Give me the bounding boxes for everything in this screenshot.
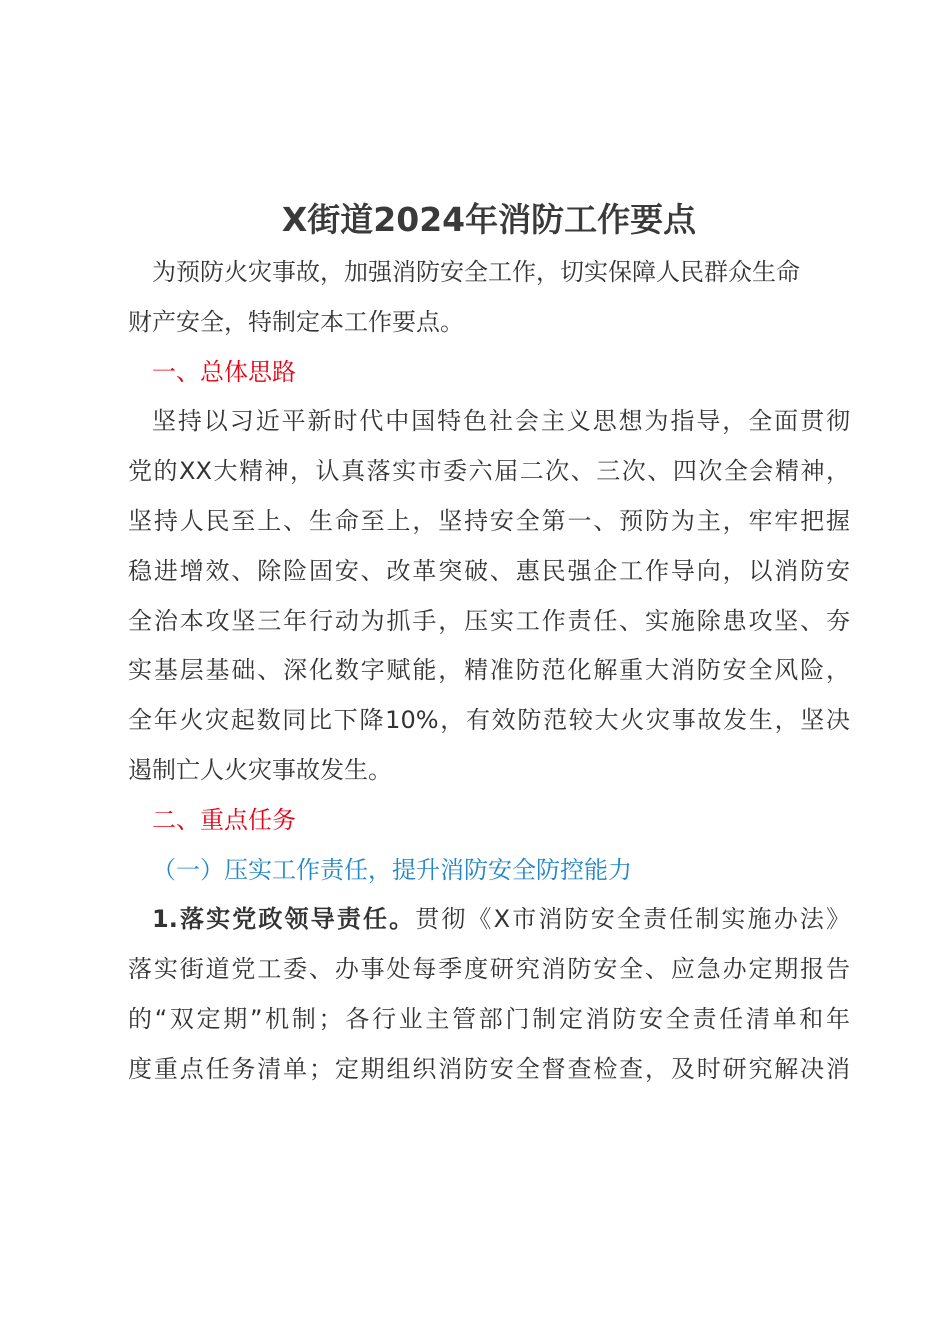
section-heading-overall: 一、总体思路 <box>152 357 296 386</box>
item1-line-3: 的“双定期”机制；各行业主管部门制定消防安全责任清单和年 <box>128 1004 850 1033</box>
section1-line-3: 坚持人民至上、生命至上，坚持安全第一、预防为主，牢牢把握 <box>128 506 850 535</box>
document-title: X街道2024年消防工作要点 <box>281 200 697 239</box>
section1-line-5: 全治本攻坚三年行动为抓手，压实工作责任、实施除患攻坚、夯 <box>128 606 850 635</box>
item1-label: 1.落实党政领导责任。 <box>152 905 416 934</box>
item1-first-text: 贯彻《X市消防安全责任制实施办法》 <box>415 905 850 934</box>
intro-line-1: 为预防火灾事故，加强消防安全工作，切实保障人民群众生命 <box>152 258 800 286</box>
document-page <box>128 192 850 1095</box>
subsection-heading: （一）压实工作责任，提升消防安全防控能力 <box>152 855 632 884</box>
item1-line-4: 度重点任务清单；定期组织消防安全督查检查，及时研究解决消 <box>128 1054 850 1083</box>
section1-line-1: 坚持以习近平新时代中国特色社会主义思想为指导，全面贯彻 <box>152 407 850 436</box>
intro-line-2: 财产安全，特制定本工作要点。 <box>128 307 464 336</box>
section1-line-2: 党的XX大精神，认真落实市委六届二次、三次、四次全会精神， <box>128 457 850 486</box>
section-heading-tasks: 二、重点任务 <box>152 805 296 834</box>
section1-line-7: 全年火灾起数同比下降10%，有效防范较大火灾事故发生，坚决 <box>128 706 850 735</box>
section1-line-4: 稳进增效、除险固安、改革突破、惠民强企工作导向，以消防安 <box>128 556 850 585</box>
item1-line-1 <box>128 895 850 945</box>
section1-line-6: 实基层基础、深化数字赋能，精准防范化解重大消防安全风险， <box>128 656 850 685</box>
item1-line-2: 落实街道党工委、办事处每季度研究消防安全、应急办定期报告 <box>128 955 850 984</box>
section1-line-8: 遏制亡人火灾事故发生。 <box>128 755 392 784</box>
